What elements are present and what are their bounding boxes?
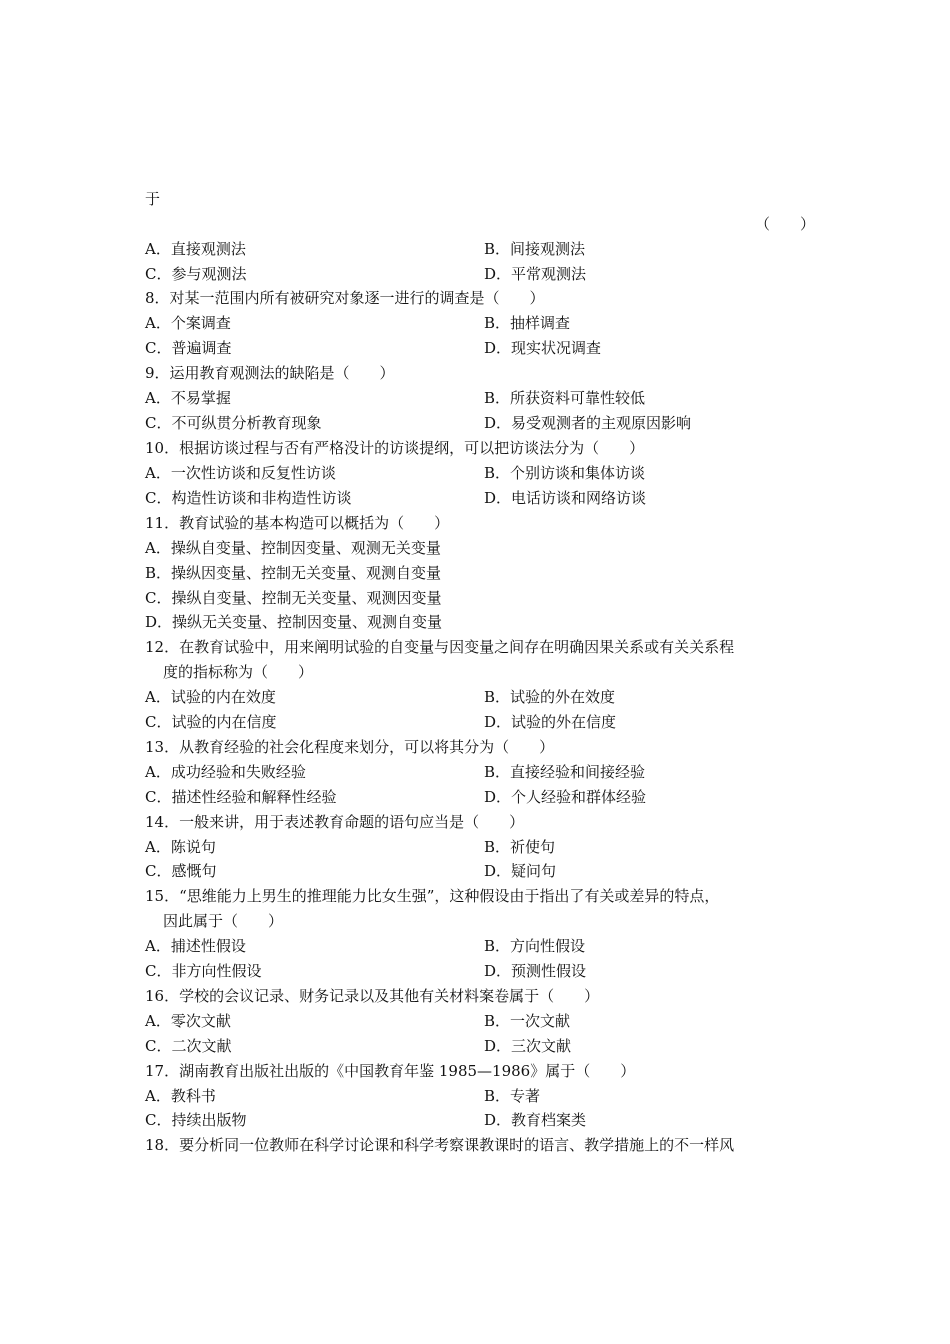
option-b: B．所获资料可靠性较低	[484, 389, 646, 407]
question-stem: 13．从教育经验的社会化程度来划分，可以将其分为（ ）	[145, 738, 555, 756]
option-a: A．一次性访谈和反复性访谈	[145, 464, 336, 482]
option-b: B．方向性假设	[484, 937, 586, 955]
question-fragment: 于	[145, 190, 161, 208]
option-a: A．零次文献	[145, 1012, 231, 1030]
option-d: D．预测性假设	[484, 962, 587, 980]
option-b: B．抽样调查	[484, 314, 571, 332]
option-b: B．间接观测法	[484, 240, 586, 258]
option-d: D．疑问句	[484, 862, 557, 880]
option-c: C．持续出版物	[145, 1111, 247, 1129]
option-a: A．试验的内在效度	[145, 688, 276, 706]
question-stem: 16．学校的会议记录、财务记录以及其他有关材料案卷属于（ ）	[145, 987, 600, 1005]
option-d: D．操纵无关变量、控制因变量、观测自变量	[145, 613, 443, 631]
question-stem: 18．要分析同一位教师在科学讨论课和科学考察课教课时的语言、教学措施上的不一样风	[145, 1136, 735, 1154]
option-a: A．陈说句	[145, 838, 216, 856]
question-stem: 15．“思维能力上男生的推理能力比女生强”，这种假设由于指出了有关或差异的特点，	[145, 887, 720, 905]
option-d: D．易受观测者的主观原因影响	[484, 414, 692, 432]
option-d: D．现实状况调查	[484, 339, 602, 357]
question-stem-continued: 因此属于（ ）	[163, 912, 284, 930]
option-d: D．三次文献	[484, 1037, 572, 1055]
question-stem: 11．教育试验的基本构造可以概括为（ ）	[145, 514, 450, 532]
option-b: B．操纵因变量、控制无关变量、观测自变量	[145, 564, 442, 582]
option-c: C．试验的内在信度	[145, 713, 277, 731]
option-d: D．教育档案类	[484, 1111, 587, 1129]
option-b: B．专著	[484, 1087, 541, 1105]
question-stem: 9．运用教育观测法的缺陷是（ ）	[145, 364, 395, 382]
question-stem: 10．根据访谈过程与否有严格没计的访谈提纲，可以把访谈法分为（ ）	[145, 439, 645, 457]
option-a: A．不易掌握	[145, 389, 231, 407]
question-stem: 14．一般来讲，用于表述教育命题的语句应当是（ ）	[145, 813, 525, 831]
question-stem: 8．对某一范围内所有被研究对象逐一进行的调查是（ ）	[145, 289, 545, 307]
option-c: C．感慨句	[145, 862, 217, 880]
option-c: C．参与观测法	[145, 265, 247, 283]
option-c: C．操纵自变量、控制无关变量、观测因变量	[145, 589, 442, 607]
option-a: A．个案调查	[145, 314, 231, 332]
option-c: C．二次文献	[145, 1037, 232, 1055]
option-c: C．非方向性假设	[145, 962, 262, 980]
option-b: B．试验的外在效度	[484, 688, 616, 706]
answer-bracket: （ ）	[755, 215, 816, 233]
option-b: B．祈使句	[484, 838, 556, 856]
option-c: C．构造性访谈和非构造性访谈	[145, 489, 352, 507]
option-a: A．教科书	[145, 1087, 216, 1105]
option-c: C．普遍调查	[145, 339, 232, 357]
option-b: B．一次文献	[484, 1012, 571, 1030]
option-b: B．个别访谈和集体访谈	[484, 464, 646, 482]
option-c: C．不可纵贯分析教育现象	[145, 414, 322, 432]
option-d: D．电话访谈和网络访谈	[484, 489, 647, 507]
option-a: A．操纵自变量、控制因变量、观测无关变量	[145, 539, 441, 557]
option-d: D．个人经验和群体经验	[484, 788, 647, 806]
option-a: A．成功经验和失败经验	[145, 763, 306, 781]
option-d: D．试验的外在信度	[484, 713, 617, 731]
option-d: D．平常观测法	[484, 265, 587, 283]
option-c: C．描述性经验和解释性经验	[145, 788, 337, 806]
question-stem: 12．在教育试验中，用来阐明试验的自变量与因变量之间存在明确因果关系或有关关系程	[145, 638, 735, 656]
question-stem-continued: 度的指标称为（ ）	[163, 663, 314, 681]
option-b: B．直接经验和间接经验	[484, 763, 646, 781]
option-a: A．直接观测法	[145, 240, 246, 258]
question-stem: 17．湖南教育出版社出版的《中国教育年鉴 1985—1986》属于（ ）	[145, 1062, 636, 1080]
option-a: A．捕述性假设	[145, 937, 246, 955]
